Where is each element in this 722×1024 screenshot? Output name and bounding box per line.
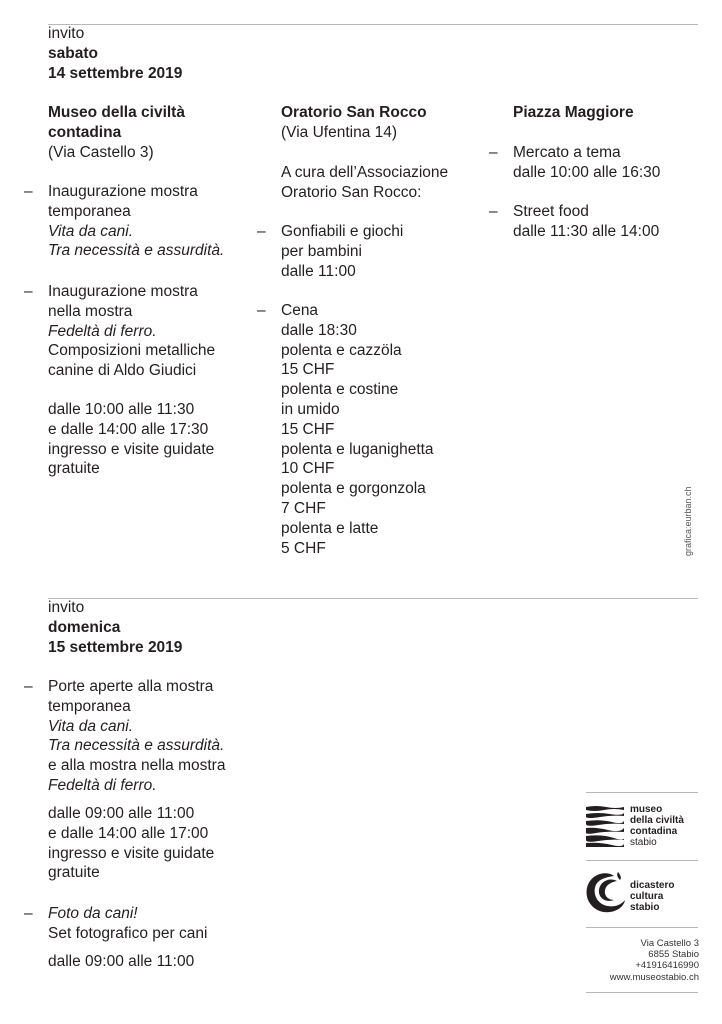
logo-divider — [586, 992, 698, 993]
event-item — [48, 182, 224, 261]
address-street: Via Castello 3 — [640, 938, 699, 949]
event-text: Gonfiabili e giochi — [281, 223, 404, 240]
day-heading: domenica — [48, 619, 121, 636]
event-item — [513, 202, 659, 242]
date-heading: 15 settembre 2019 — [48, 639, 183, 656]
logo-line: contadina — [630, 826, 678, 837]
event-item — [48, 677, 225, 796]
venue-address: (Via Castello 3) — [48, 143, 154, 161]
section-divider — [48, 598, 698, 599]
event-text: dalle 11:00 — [281, 262, 356, 280]
venue-title: Piazza Maggiore — [513, 104, 634, 121]
hours-text: gratuite — [48, 460, 100, 478]
dicastero-logo-icon — [584, 870, 626, 919]
logo-divider — [586, 927, 698, 928]
column-oratorio — [281, 103, 427, 143]
dinner-menu — [281, 301, 434, 558]
menu-line: 15 CHF — [281, 420, 335, 438]
event-text: dalle 11:30 alle 14:00 — [513, 222, 660, 240]
museo-logo-text — [630, 804, 684, 848]
opening-hours — [48, 400, 214, 479]
exhibition-title: Fedeltà di ferro. — [48, 776, 157, 794]
top-divider — [48, 24, 698, 25]
bullet-dash: – — [24, 905, 33, 922]
bullet-dash: – — [24, 678, 33, 695]
event-text: e alla mostra nella mostra — [48, 757, 226, 775]
menu-line: in umido — [281, 400, 340, 418]
hours-text: ingresso e visite guidate — [48, 844, 215, 862]
logo-line: cultura — [630, 891, 664, 902]
logo-divider — [586, 860, 698, 861]
hours-text: e dalle 14:00 alle 17:00 — [48, 824, 209, 842]
logo-line: della civiltà — [630, 815, 684, 826]
event-title: Foto da cani! — [48, 905, 138, 922]
bullet-dash: – — [489, 144, 498, 161]
event-item — [48, 282, 215, 381]
hours-text: dalle 09:00 alle 11:00 — [48, 953, 195, 970]
address-website: www.museostabio.ch — [609, 971, 699, 983]
opening-hours — [48, 804, 214, 883]
event-text: Composizioni metalliche — [48, 342, 216, 360]
menu-line: 7 CHF — [281, 499, 326, 517]
organizer-text: A cura dell’Associazione — [281, 164, 449, 181]
bullet-dash: – — [257, 223, 266, 240]
venue-title: Oratorio San Rocco — [281, 104, 427, 121]
exhibition-subtitle: Tra necessità e assurdità. — [48, 737, 225, 755]
column-museo — [48, 103, 185, 162]
event-text: nella mostra — [48, 302, 133, 320]
hours-text: gratuite — [48, 864, 100, 882]
address-city: 6855 Stabio — [648, 949, 699, 961]
bullet-dash: – — [24, 283, 33, 300]
event-text: dalle 10:00 alle 16:30 — [513, 163, 661, 181]
bullet-dash: – — [24, 183, 33, 200]
venue-title-line2: contadina — [48, 123, 122, 141]
hours-text: dalle 10:00 alle 11:30 — [48, 401, 195, 418]
exhibition-title: Fedeltà di ferro. — [48, 322, 157, 340]
graphic-credit: grafica:eurban.ch — [683, 486, 693, 556]
menu-line: polenta e latte — [281, 519, 379, 537]
museo-logo-icon — [586, 805, 624, 852]
event-item — [48, 904, 207, 944]
event-text: temporanea — [48, 697, 131, 715]
exhibition-subtitle: Tra necessità e assurdità. — [48, 242, 225, 260]
hours-text: ingresso e visite guidate — [48, 440, 215, 458]
menu-line: dalle 18:30 — [281, 321, 357, 339]
logo-line: stabio — [630, 902, 660, 913]
address-phone: +41916416990 — [635, 960, 699, 972]
event-text: Inaugurazione mostra — [48, 183, 198, 200]
logo-line: stabio — [630, 837, 657, 848]
menu-line: polenta e cazzöla — [281, 341, 402, 359]
day-heading: sabato — [48, 45, 98, 62]
event-item — [513, 143, 660, 183]
menu-line: 10 CHF — [281, 460, 335, 478]
menu-line: Cena — [281, 302, 319, 319]
event-text: Porte aperte alla mostra — [48, 678, 214, 695]
menu-line: polenta e gorgonzola — [281, 480, 426, 498]
venue-title: Museo della civiltà — [48, 104, 185, 121]
date-heading: 14 settembre 2019 — [48, 65, 183, 82]
menu-line: 5 CHF — [281, 539, 326, 557]
event-item — [281, 222, 403, 281]
event-text: Set fotografico per cani — [48, 924, 208, 942]
event-text: canine di Aldo Giudici — [48, 362, 197, 380]
dicastero-logo-text — [630, 880, 674, 913]
invite-label: invito — [48, 25, 85, 42]
venue-address: (Via Ufentina 14) — [281, 123, 398, 141]
contact-address — [586, 938, 699, 983]
logo-divider — [586, 792, 698, 793]
invite-label: invito — [48, 599, 85, 616]
organizer-note — [281, 163, 448, 203]
exhibition-title: Vita da cani. — [48, 717, 134, 735]
exhibition-title: Vita da cani. — [48, 222, 134, 240]
bullet-dash: – — [257, 302, 266, 319]
event-text: per bambini — [281, 242, 362, 260]
organizer-text: Oratorio San Rocco: — [281, 183, 422, 201]
menu-line: 15 CHF — [281, 361, 335, 379]
logo-line: museo — [630, 804, 663, 815]
hours-text: dalle 09:00 alle 11:00 — [48, 805, 195, 822]
menu-line: polenta e costine — [281, 381, 399, 399]
event-text: Inaugurazione mostra — [48, 283, 198, 300]
logo-line: dicastero — [630, 880, 675, 891]
hours-text: e dalle 14:00 alle 17:30 — [48, 420, 209, 438]
menu-line: polenta e luganighetta — [281, 440, 434, 458]
event-text: Mercato a tema — [513, 144, 621, 161]
event-text: temporanea — [48, 202, 131, 220]
event-text: Street food — [513, 203, 589, 220]
bullet-dash: – — [489, 203, 498, 220]
